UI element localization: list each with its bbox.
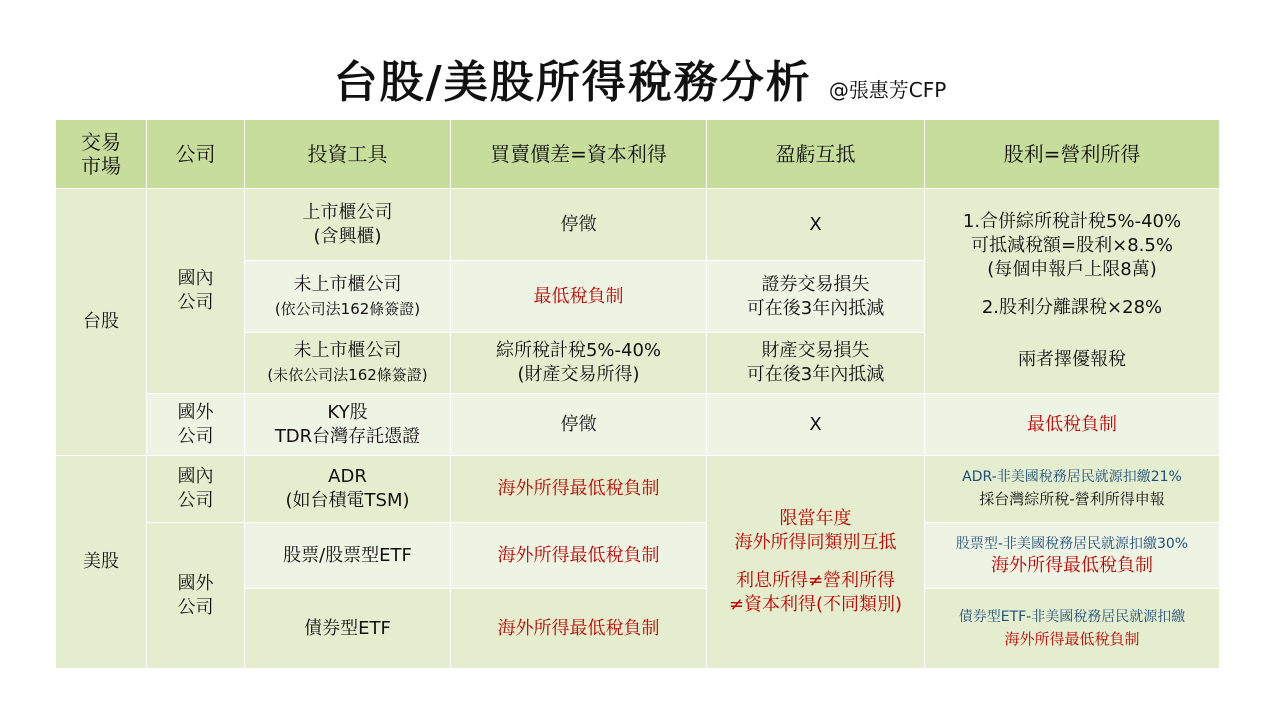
us-r1-instrument-l2: (如台積電TSM)	[285, 490, 410, 511]
us-r1-dividend-l2: 採台灣綜所稅-營利所得申報	[979, 490, 1165, 508]
us-offset-l3: 利息所得≠營利所得	[735, 570, 896, 591]
us-foreign-company	[147, 523, 245, 669]
table-row	[56, 189, 1220, 261]
tw-r2-instrument	[245, 261, 451, 333]
tw-r1-instrument-l1: 上市櫃公司	[302, 201, 393, 223]
us-domestic-l2: 公司	[177, 490, 214, 511]
tw-dividend-l5: 兩者擇優報稅	[1018, 349, 1126, 370]
us-r3-gain: 海外所得最低稅負制	[451, 589, 707, 669]
header-market-l1: 交易	[81, 130, 121, 154]
tw-r4-instrument-l2: TDR台灣存託憑證	[274, 425, 421, 447]
tw-r1-gain: 停徵	[451, 189, 707, 261]
tw-r2-offset-l2: 可在後3年內抵減	[746, 297, 885, 319]
tw-domestic-company	[147, 189, 245, 394]
tw-r1-instrument-l2: (含興櫃)	[313, 225, 382, 247]
header-capital-gain: 買賣價差=資本利得	[451, 120, 707, 189]
header-row	[56, 120, 1220, 189]
header-instrument: 投資工具	[245, 120, 451, 189]
tw-foreign-company	[147, 394, 245, 456]
market-us: 美股	[56, 456, 147, 669]
us-r2-gain: 海外所得最低稅負制	[451, 523, 707, 589]
table-row	[56, 456, 1220, 523]
tw-dividend-l3: (每個申報戶上限8萬)	[987, 259, 1157, 280]
us-r2-instrument: 股票/股票型ETF	[245, 523, 451, 589]
tw-foreign-l1: 國外	[177, 401, 214, 423]
us-r3-dividend-l2: 海外所得最低稅負制	[1004, 629, 1140, 648]
tw-r3-gain	[451, 333, 707, 394]
tw-r3-instrument	[245, 333, 451, 394]
us-r3-dividend-l1: 債券型ETF-非美國稅務居民就源扣繳	[958, 608, 1186, 625]
tw-r4-instrument	[245, 394, 451, 456]
header-market	[56, 120, 147, 189]
tw-r4-offset: X	[707, 394, 925, 456]
us-foreign-l1: 國外	[177, 572, 214, 594]
tw-r2-gain: 最低稅負制	[451, 261, 707, 333]
tw-r3-instrument-l2: (未依公司法162條簽證)	[267, 366, 428, 384]
tw-r4-instrument-l1: KY股	[327, 401, 368, 423]
tw-r3-offset-l2: 可在後3年內抵減	[746, 364, 885, 385]
tw-r3-offset-l1: 財產交易損失	[761, 340, 870, 361]
tw-domestic-l2: 公司	[177, 292, 214, 313]
tw-r3-gain-l2: (財產交易所得)	[517, 364, 640, 385]
us-r1-dividend-l1: ADR-非美國稅務居民就源扣繳21%	[962, 469, 1182, 485]
us-r2-dividend-l2: 海外所得最低稅負制	[991, 554, 1153, 576]
us-r3-dividend	[925, 589, 1220, 669]
tw-dividend	[925, 189, 1220, 394]
market-tw: 台股	[56, 189, 147, 456]
us-domestic-l1: 國內	[177, 466, 214, 487]
tw-domestic-l1: 國內	[177, 268, 214, 289]
us-offset-l1: 限當年度	[779, 508, 852, 529]
us-r2-dividend-l1: 股票型-非美國稅務居民就源扣繳30%	[955, 535, 1189, 552]
tw-r2-instrument-l1: 未上市櫃公司	[293, 273, 402, 295]
header-loss-offset: 盈虧互抵	[707, 120, 925, 189]
us-r1-instrument-l1: ADR	[328, 466, 367, 487]
tw-r2-offset	[707, 261, 925, 333]
us-r1-dividend	[925, 456, 1220, 523]
tw-r3-instrument-l1: 未上市櫃公司	[293, 340, 402, 361]
us-r2-dividend	[925, 523, 1220, 589]
tw-dividend-l2: 可抵減稅額=股利×8.5%	[971, 235, 1173, 256]
author-credit: @張惠芳CFP	[828, 78, 947, 102]
tw-r3-gain-l1: 綜所稅計稅5%-40%	[495, 340, 662, 361]
table-row	[56, 394, 1220, 456]
tw-r4-dividend: 最低稅負制	[925, 394, 1220, 456]
tax-table	[55, 119, 1220, 669]
tw-dividend-l1: 1.合併綜所稅計稅5%-40%	[962, 211, 1182, 232]
tw-foreign-l2: 公司	[177, 425, 214, 447]
header-dividend: 股利=營利所得	[925, 120, 1220, 189]
header-market-l2: 市場	[81, 154, 121, 178]
us-foreign-l2: 公司	[177, 596, 214, 618]
us-r1-instrument	[245, 456, 451, 523]
title-bar	[0, 46, 1280, 110]
tw-r1-offset: X	[707, 189, 925, 261]
us-r3-instrument: 債券型ETF	[245, 589, 451, 669]
us-domestic-company	[147, 456, 245, 523]
us-r1-gain: 海外所得最低稅負制	[451, 456, 707, 523]
page-title: 台股/美股所得稅務分析	[333, 57, 812, 108]
tw-r1-instrument	[245, 189, 451, 261]
tw-r3-offset	[707, 333, 925, 394]
tw-r2-instrument-l2: (依公司法162條簽證)	[274, 299, 421, 318]
us-offset-l2: 海外所得同類別互抵	[734, 532, 897, 553]
us-offset-l4: ≠資本利得(不同類別)	[728, 594, 903, 615]
header-company: 公司	[147, 120, 245, 189]
us-offset	[707, 456, 925, 669]
table-row	[56, 523, 1220, 589]
tw-r4-gain: 停徵	[451, 394, 707, 456]
tw-r2-offset-l1: 證券交易損失	[761, 273, 870, 295]
tw-dividend-l4: 2.股利分離課稅×28%	[981, 297, 1163, 318]
